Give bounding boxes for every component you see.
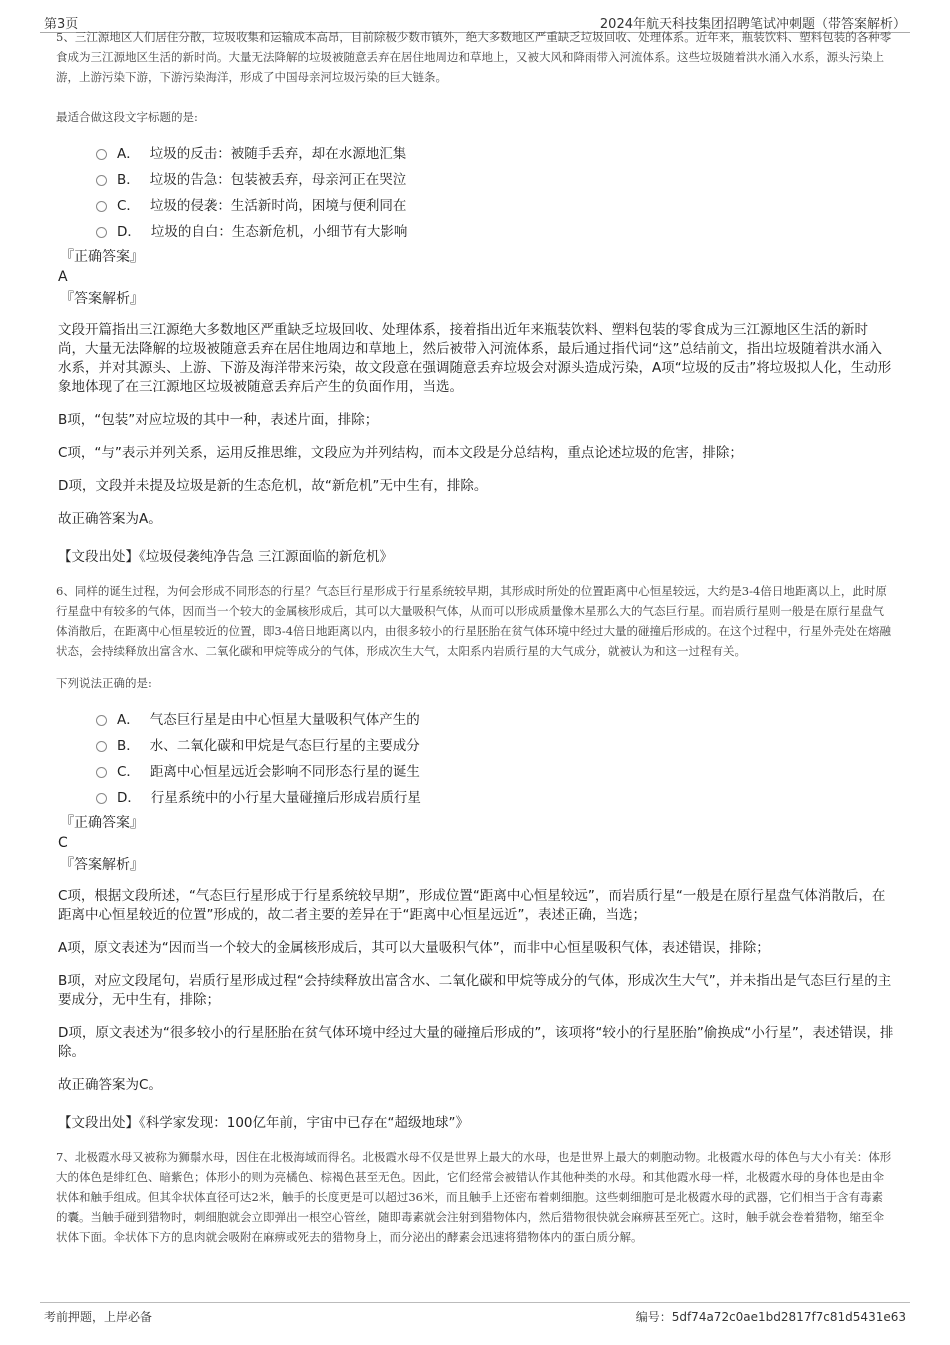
q5-passage-clip	[56, 27, 894, 95]
q5-option-b[interactable]	[96, 165, 894, 191]
radio-icon[interactable]	[96, 715, 107, 726]
q6-conclusion: 故正确答案为C。	[58, 1077, 162, 1093]
q5-analysis-main: 文段开篇指出三江源绝大多数地区严重缺乏垃圾回收、处理体系，接着指出近年来瓶装饮料、塑料包装的零食成为三江源地区生活的新时尚，大量无法降解的垃圾被随意丢弃在居住地周边和草地上，然后被带入河流体系，最后通过指代词“这”总结前文，指出垃圾随着洪水涌入水系，并对其源头、上游、下游及海洋带来污染，故文段意在强调随意丢弃垃圾会对源头造成污染，A项“垃圾的反击”将垃圾拟人化，生动形象地体现了在三江源地区垃圾被随意丢弃后产生的负面作用，当选。	[58, 322, 892, 395]
q6-option-b[interactable]	[96, 731, 894, 757]
q5-passage: 5、三江源地区人们居住分散，垃圾收集和运输成本高昂，目前除极少数市镇外，绝大多数地区严重缺乏垃圾回收、处理体系。近年来，瓶装饮料、塑料包装的各种零食成为三江源地区生活的新时尚。大量无法降解的垃圾被随意丢弃在居住地周边和草地上，又被大风和降雨带入河流体系。这些垃圾随着洪水涌入水系，源头污染上游，上游污染下游，下游污染海洋，形成了中国母亲河垃圾污染的巨大链条。	[56, 30, 892, 84]
radio-icon[interactable]	[96, 767, 107, 778]
q7-passage: 7、北极霞水母又被称为狮鬃水母，因住在北极海域而得名。北极霞水母不仅是世界上最大的水母，也是世界上最大的刺胞动物。北极霞水母的体色与大小有关：体形大的体色是绯红色、暗紫色；体形小的则为亮橘色、棕褐色甚至无色。因此，它们经常会被错认作其他种类的水母。和其他霞水母一样，北极霞水母的身体也是由伞状体和触手组成。但其伞状体直径可达2米，触手的长度更是可以超过36米，而且触手上还密布着刺细胞。这些刺细胞可是北极霞水母的武器，它们相当于含有毒素的囊。当触手碰到猎物时，刺细胞就会立即弹出一根空心管丝，随即毒素就会注射到猎物体内，然后猎物很快就会麻痹甚至死亡。这时，触手就会卷着猎物，缩至伞状体下面。伞状体下方的息肉就会吸附在麻痹或死去的猎物身上，而分泌出的酵素会迅速将猎物体内的蛋白质分解。	[56, 1150, 892, 1244]
q6-analysis-a: A项，原文表述为“因而当一个较大的金属核形成后，其可以大量吸积气体”，而非中心恒星吸积气体，表述错误，排除；	[58, 940, 770, 956]
q5-options	[96, 139, 894, 243]
q6-option-a[interactable]	[96, 705, 894, 731]
q6-passage: 6、同样的诞生过程，为何会形成不同形态的行星？气态巨行星形成于行星系统较早期，其形成时所处的位置距离中心恒星较远，大约是3-4倍日地距离以上，此时原行星盘中有较多的气体，因而当一个较大的金属核形成后，其可以大量吸积气体，从而可以形成质量像木星那么大的气态巨行星。而岩质行星则一般是在原行星盘气体消散后，在距离中心恒星较近的位置，即3-4倍日地距离以内，由很多较小的行星胚胎在贫气体环境中经过大量的碰撞后形成的。在这个过程中，行星外壳处在熔融状态，会持续释放出富含水、二氧化碳和甲烷等成分的气体，形成次生大气，太阳系内岩质行星的大气成分，就被认为和这一过程有关。	[56, 584, 892, 658]
page-body	[56, 30, 894, 1247]
option-text: 垃圾的反击：被随手丢弃，却在水源地汇集	[149, 146, 407, 162]
footer-slogan: 考前押题，上岸必备	[44, 1310, 153, 1324]
q6-analysis-c: C项，根据文段所述，“气态巨行星形成于行星系统较早期”，形成位置“距离中心恒星较远”，而岩质行星“一般是在原行星盘气体消散后，在距离中心恒星较近的位置”形成的，故二者主要的差异在于“距离中心恒星远近”，表述正确，当选；	[58, 888, 886, 923]
q5-answer-label: 『正确答案』	[60, 249, 144, 265]
q6-option-c[interactable]	[96, 757, 894, 783]
radio-icon[interactable]	[96, 227, 107, 238]
radio-icon[interactable]	[96, 149, 107, 160]
document-title: 2024年航天科技集团招聘笔试冲刺题（带答案解析）	[599, 17, 906, 32]
option-letter: D．	[117, 224, 141, 240]
radio-icon[interactable]	[96, 741, 107, 752]
option-letter: C．	[117, 764, 140, 780]
option-letter: A．	[117, 146, 140, 162]
option-text: 垃圾的告急：包装被丢弃，母亲河正在哭泣	[149, 172, 407, 188]
page-header	[0, 0, 950, 32]
option-letter: D．	[117, 790, 141, 806]
option-text: 行星系统中的小行星大量碰撞后形成岩质行星	[150, 790, 421, 806]
q5-option-a[interactable]	[96, 139, 894, 165]
q6-prompt: 下列说法正确的是:	[56, 676, 152, 690]
option-letter: A．	[117, 712, 140, 728]
q5-prompt: 最适合做这段文字标题的是:	[56, 110, 198, 124]
option-text: 距离中心恒星远近会影响不同形态行星的诞生	[149, 764, 420, 780]
page-number: 第3页	[44, 17, 79, 32]
option-text: 垃圾的自白：生态新危机，小细节有大影响	[150, 224, 408, 240]
q5-option-d[interactable]	[96, 217, 894, 243]
q5-analysis-c: C项，“与”表示并列关系，运用反推思维，文段应为并列结构，而本文段是分总结构，重点论述垃圾的危害，排除；	[58, 445, 743, 461]
q5-answer: A	[58, 269, 68, 285]
q5-analysis-b: B项，“包装”对应垃圾的其中一种，表述片面，排除；	[58, 412, 379, 428]
q5-analysis-d: D项，文段并未提及垃圾是新的生态危机，故“新危机”无中生有，排除。	[58, 478, 488, 494]
option-letter: B．	[117, 738, 140, 754]
q6-source: 【文段出处】《科学家发现：100亿年前，宇宙中已存在“超级地球”》	[58, 1115, 470, 1131]
radio-icon[interactable]	[96, 175, 107, 186]
q6-analysis-d: D项，原文表述为“很多较小的行星胚胎在贫气体环境中经过大量的碰撞后形成的”，该项将“较小的行星胚胎”偷换成“小行星”，表述错误，排除。	[58, 1025, 894, 1060]
radio-icon[interactable]	[96, 793, 107, 804]
document-id: 编号：5df74a72c0ae1bd2817f7c81d5431e63	[635, 1310, 906, 1324]
q6-answer: C	[58, 835, 68, 851]
q5-conclusion: 故正确答案为A。	[58, 511, 162, 527]
q6-option-d[interactable]	[96, 783, 894, 809]
option-text: 水、二氧化碳和甲烷是气态巨行星的主要成分	[149, 738, 420, 754]
option-letter: B．	[117, 172, 140, 188]
option-letter: C．	[117, 198, 140, 214]
option-text: 气态巨行星是由中心恒星大量吸积气体产生的	[149, 712, 420, 728]
q6-analysis-label: 『答案解析』	[60, 857, 144, 873]
q5-option-c[interactable]	[96, 191, 894, 217]
footer-divider	[40, 1302, 910, 1303]
q6-answer-label: 『正确答案』	[60, 815, 144, 831]
q5-analysis-label: 『答案解析』	[60, 291, 144, 307]
q6-options	[96, 705, 894, 809]
q5-source: 【文段出处】《垃圾侵袭纯净告急 三江源面临的新危机》	[58, 549, 394, 565]
radio-icon[interactable]	[96, 201, 107, 212]
option-text: 垃圾的侵袭：生活新时尚，困境与便利同在	[149, 198, 407, 214]
q6-analysis-b: B项，对应文段尾句，岩质行星形成过程“会持续释放出富含水、二氧化碳和甲烷等成分的气体，形成次生大气”，并未指出是气态巨行星的主要成分，无中生有，排除；	[58, 973, 892, 1008]
